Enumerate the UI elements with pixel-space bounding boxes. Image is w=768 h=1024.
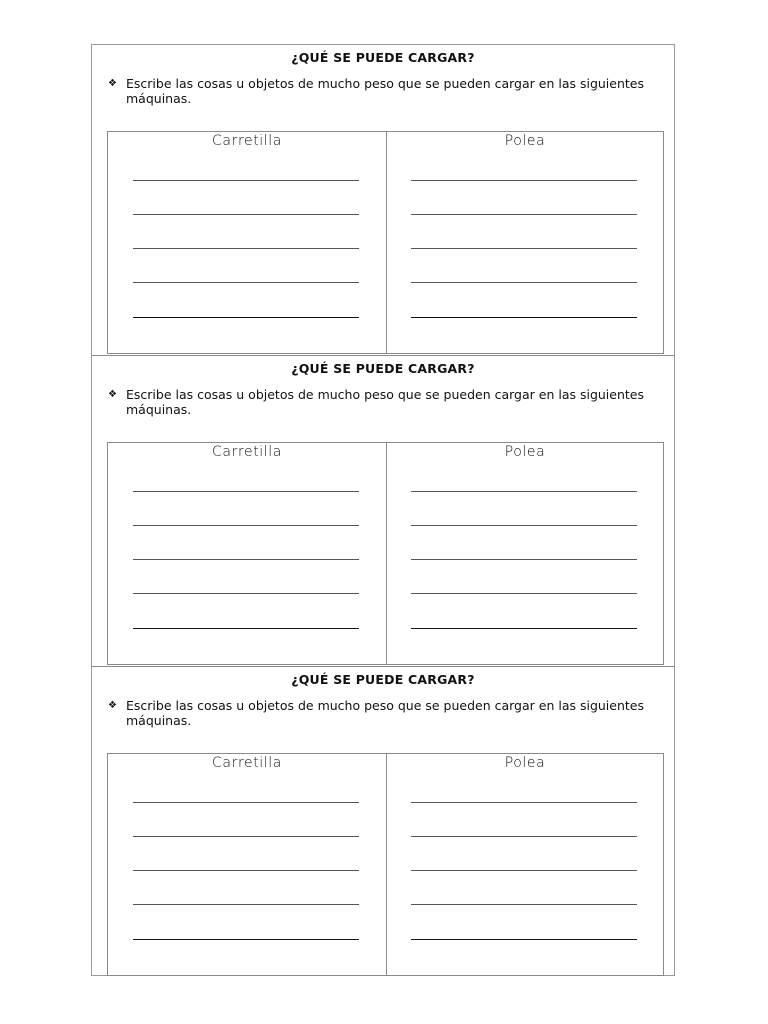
answer-line[interactable] (411, 559, 637, 560)
worksheet-section (92, 666, 674, 978)
diamond-bullet-icon: ❖ (108, 78, 117, 89)
answer-column-carretilla (108, 132, 387, 353)
answer-line[interactable] (133, 802, 359, 803)
instruction (108, 387, 668, 417)
instruction-text: Escribe las cosas u objetos de mucho peso que se pueden cargar en las siguientes máquinas. (126, 76, 644, 106)
worksheet-section (92, 45, 674, 356)
diamond-bullet-icon: ❖ (108, 700, 117, 711)
column-title: Carretilla (212, 444, 282, 460)
section-title: ¿QUÉ SE PUEDE CARGAR? (291, 672, 475, 687)
answer-table (107, 442, 664, 665)
answer-table (107, 753, 664, 976)
worksheet (91, 44, 675, 976)
worksheet-section (92, 355, 674, 667)
answer-line[interactable] (411, 904, 637, 905)
column-title: Polea (504, 755, 546, 771)
answer-line[interactable] (133, 628, 359, 629)
instruction-text: Escribe las cosas u objetos de mucho peso que se pueden cargar en las siguientes máquinas. (126, 698, 644, 728)
answer-line[interactable] (133, 248, 359, 249)
answer-line[interactable] (411, 180, 637, 181)
section-title: ¿QUÉ SE PUEDE CARGAR? (291, 50, 475, 65)
instruction (108, 698, 668, 728)
answer-column-polea (386, 754, 664, 975)
answer-line[interactable] (133, 214, 359, 215)
answer-line[interactable] (133, 559, 359, 560)
answer-column-carretilla (108, 754, 387, 975)
answer-line[interactable] (411, 593, 637, 594)
answer-line[interactable] (133, 939, 359, 940)
answer-line[interactable] (411, 836, 637, 837)
answer-line[interactable] (411, 525, 637, 526)
instruction (108, 76, 668, 106)
answer-line[interactable] (411, 802, 637, 803)
answer-line[interactable] (411, 282, 637, 283)
answer-line[interactable] (133, 282, 359, 283)
column-title: Polea (504, 444, 546, 460)
answer-line[interactable] (411, 870, 637, 871)
diamond-bullet-icon: ❖ (108, 389, 117, 400)
instruction-text: Escribe las cosas u objetos de mucho peso que se pueden cargar en las siguientes máquinas. (126, 387, 644, 417)
answer-line[interactable] (411, 248, 637, 249)
section-title: ¿QUÉ SE PUEDE CARGAR? (291, 361, 475, 376)
answer-column-polea (386, 132, 664, 353)
column-title: Polea (504, 133, 546, 149)
answer-line[interactable] (411, 491, 637, 492)
answer-line[interactable] (133, 317, 359, 318)
answer-line[interactable] (411, 214, 637, 215)
answer-column-carretilla (108, 443, 387, 664)
answer-table (107, 131, 664, 354)
answer-line[interactable] (133, 491, 359, 492)
column-title: Carretilla (212, 133, 282, 149)
answer-line[interactable] (133, 180, 359, 181)
answer-line[interactable] (133, 904, 359, 905)
answer-line[interactable] (411, 939, 637, 940)
answer-line[interactable] (133, 525, 359, 526)
answer-line[interactable] (411, 317, 637, 318)
answer-line[interactable] (411, 628, 637, 629)
answer-column-polea (386, 443, 664, 664)
answer-line[interactable] (133, 593, 359, 594)
answer-line[interactable] (133, 870, 359, 871)
answer-line[interactable] (133, 836, 359, 837)
column-title: Carretilla (212, 755, 282, 771)
